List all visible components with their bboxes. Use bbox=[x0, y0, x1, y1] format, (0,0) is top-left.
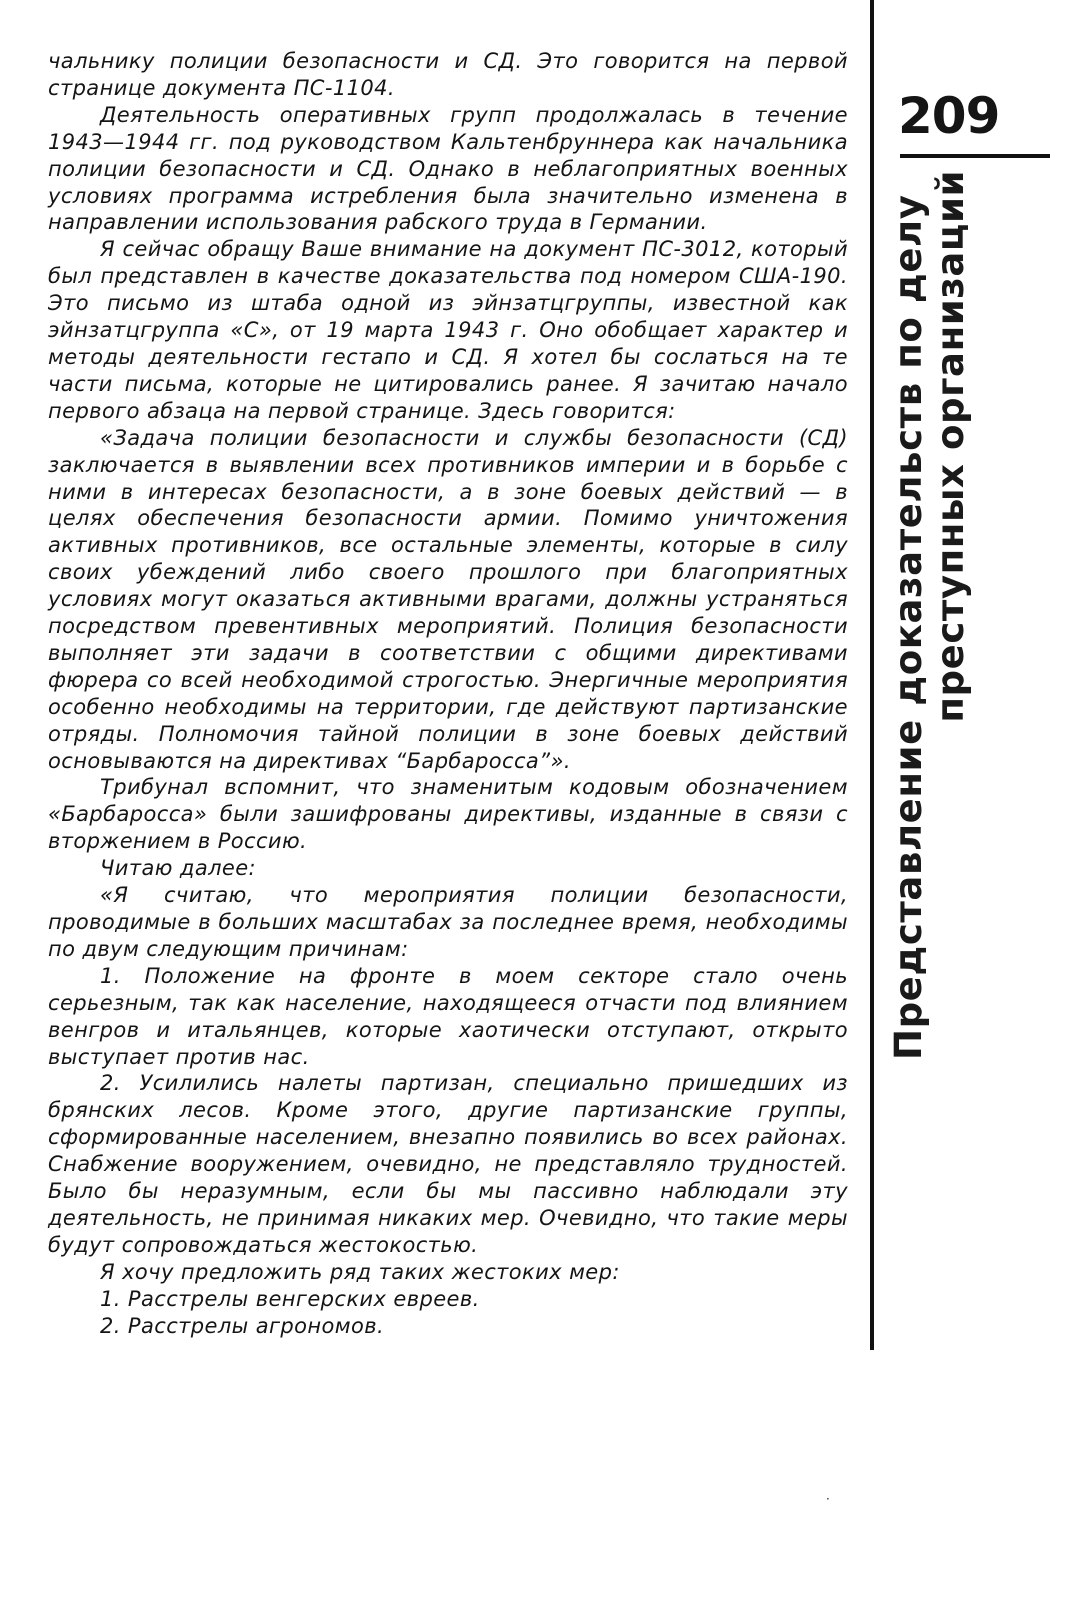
list-item-2: 2. Усилились налеты партизан, специально пришедших из брянских лесов. Кроме этого, другие партизанские группы, сформированные населением, внезапно появились во всех районах. Снабжение вооружением, очевидно, не представляло трудностей. Было бы неразумным, если бы мы пассивно наблюдали эту деятельность, не принимая никаких мер. Очевидно, что такие меры будут сопровождаться жестокостью. bbox=[48, 1071, 848, 1257]
paragraph-5: Трибунал вспомнит, что знаменитым кодовым обозначением «Барбаросса» были зашифрованы директивы, изданные в связи с вторжением в Россию. bbox=[48, 775, 848, 854]
running-head-line-2: преступных организаций bbox=[929, 170, 972, 723]
page-number: 209 bbox=[898, 87, 1000, 145]
measure-item-1: 1. Расстрелы венгерских евреев. bbox=[100, 1286, 480, 1311]
paragraph-7-quote: «Я считаю, что мероприятия полиции безопасности, проводимые в больших масштабах за последнее время, необходимы по двум следующим причинам: bbox=[48, 883, 848, 961]
measure-item-2: 2. Расстрелы агрономов. bbox=[100, 1313, 385, 1338]
print-speck: · bbox=[826, 1492, 830, 1506]
paragraph-2: Деятельность оперативных групп продолжалась в течение 1943—1944 гг. под руководством Кальтенбруннера как начальника полиции безопасности и СД. Однако в неблагоприятных военных условиях программа истребления была значительно изменена в направлении использования рабского труда в Германии. bbox=[48, 102, 848, 235]
list-item-1: 1. Положение на фронте в моем секторе стало очень серьезным, так как население, находящееся отчасти под влиянием венгров и итальянцев, которые хаотически отступают, открыто выступает против нас. bbox=[48, 963, 848, 1069]
paragraph-3: Я сейчас обращу Ваше внимание на документ ПС-3012, который был представлен в качестве доказательства под номером США-190. Это письмо из штаба одной из эйнзатцгруппы, известной как эйнзатцгруппа «С», от 19 марта 1943 г. Оно обобщает характер и методы деятельности гестапо и СД. Я хотел бы сослаться на те части письма, которые не цитировались ранее. Я зачитаю начало первого абзаца на первой странице. Здесь говорится: bbox=[48, 237, 848, 423]
running-head-rotated bbox=[888, 170, 972, 1060]
running-head-line-1: Представление доказательств по делу bbox=[887, 194, 930, 1060]
horizontal-divider bbox=[900, 154, 1050, 158]
paragraph-8: Я хочу предложить ряд таких жестоких мер: bbox=[100, 1259, 620, 1284]
body-text bbox=[48, 48, 848, 1340]
paragraph-6: Читаю далее: bbox=[100, 856, 257, 881]
paragraph-4-quote: «Задача полиции безопасности и службы безопасности (СД) заключается в выявлении всех противников империи и в борьбе с ними в интересах безопасности, а в зоне боевых действий — в целях обеспечения безопасности армии. Помимо уничтожения активных противников, все остальные элементы, которые в силу своих убеждений либо своего прошлого при благоприятных условиях могут оказаться активными врагами, должны устраняться посредством превентивных мероприятий. Полиция безопасности выполняет эти задачи в соответствии с общими директивами фюрера со всей необходимой строгостью. Энергичные мероприятия особенно необходимы на территории, где действуют партизанские отряды. Полномочия тайной полиции в зоне боевых действий основываются на директивах “Барбаросса”». bbox=[48, 425, 848, 773]
vertical-divider bbox=[870, 0, 874, 1350]
paragraph-1: чальнику полиции безопасности и СД. Это говорится на первой странице документа ПС-1104. bbox=[48, 49, 848, 100]
